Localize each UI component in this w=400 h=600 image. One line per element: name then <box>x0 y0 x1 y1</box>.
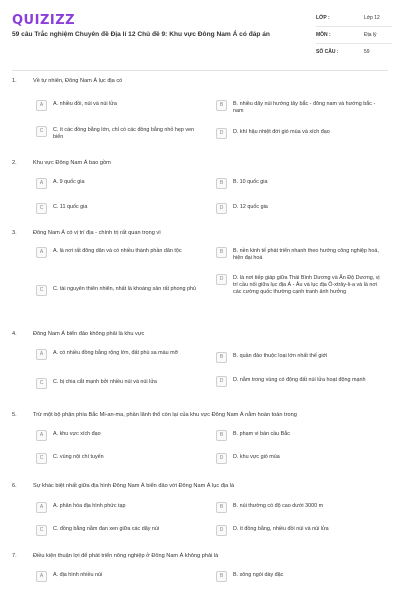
question-2 <box>0 160 400 230</box>
header-divider <box>12 70 388 71</box>
quizizz-logo: QUIZIZZ <box>12 13 76 28</box>
option-text: D. ít đồng bằng, nhiều đồi núi và núi lửa <box>233 526 329 532</box>
option-text: A. khu vực xích đạo <box>53 431 101 437</box>
question-5 <box>0 412 400 483</box>
question-text: Đông Nam Á có vị trí địa - chính trị rất quan trọng vì <box>33 230 161 236</box>
option-text: A. có nhiều đồng bằng rộng lớn, đất phù sa màu mỡ <box>53 350 179 356</box>
option-text: D. khí hậu nhiệt đới gió mùa và xích đạo <box>233 129 330 135</box>
question-3 <box>0 230 400 331</box>
option-text: C. bị chia cắt mạnh bởi nhiều núi và núi lửa <box>53 379 157 385</box>
question-number: 3. <box>12 230 17 236</box>
question-text: Trừ một bộ phận phía Bắc Mi-an-ma, phần lãnh thổ còn lại của khu vực Đông Nam Á nằm hoàn toàn trong <box>33 412 297 418</box>
worksheet-meta <box>316 10 392 61</box>
option-text: C. đồng bằng nằm đan xen giữa các dãy núi <box>53 526 160 532</box>
option-text: D. 12 quốc gia <box>233 204 268 210</box>
option-text: B. phạm vi bán cầu Bắc <box>233 431 290 437</box>
option-letter: D <box>216 453 227 464</box>
option-letter: D <box>216 274 227 285</box>
meta-count <box>316 44 392 61</box>
option-text: B. nền kinh tế phát triển nhanh theo hướng công nghiệp hoá, hiện đại hoá <box>233 248 379 261</box>
option-text: B. nhiều dãy núi hướng tây bắc - đông nam và hướng bắc - nam <box>233 101 376 114</box>
option-letter: C <box>36 126 47 137</box>
option-letter: A <box>36 571 47 582</box>
option-letter: B <box>216 571 227 582</box>
option-letter: C <box>36 203 47 214</box>
option-letter: A <box>36 430 47 441</box>
option-letter: C <box>36 285 47 296</box>
option-text: C. tài nguyên thiên nhiên, nhất là khoáng sản rất phong phú <box>53 286 196 292</box>
option-text: D. là nơi tiếp giáp giữa Thái Bình Dương và Ấn Độ Dương, vị trí cầu nối giữa lục địa Á - Âu và lục địa Ô-xtrây-li-a và là nơi các cường quốc thường cạnh tranh ảnh hưởng <box>233 275 380 295</box>
option-letter: A <box>36 100 47 111</box>
meta-class-value: Lớp 12 <box>364 15 380 21</box>
option-letter: B <box>216 178 227 189</box>
question-text: Về tự nhiên, Đông Nam Á lục địa có <box>33 78 123 84</box>
option-letter: A <box>36 178 47 189</box>
question-4 <box>0 331 400 412</box>
option-letter: B <box>216 247 227 258</box>
option-text: A. là nơi rất đông dân và có nhiều thành phần dân tộc <box>53 248 182 254</box>
meta-subject-value: Địa lý <box>364 32 377 38</box>
option-text: A. 9 quốc gia <box>53 179 85 185</box>
option-letter: C <box>36 453 47 464</box>
option-letter: C <box>36 378 47 389</box>
question-text: Điều kiện thuận lợi để phát triển nông nghiệp ở Đông Nam Á không phải là <box>33 553 219 559</box>
option-letter: B <box>216 430 227 441</box>
option-text: C. 11 quốc gia <box>53 204 88 210</box>
option-text: C. vùng nội chí tuyến <box>53 454 104 460</box>
question-6 <box>0 483 400 553</box>
meta-class-label: LỚP : <box>316 15 330 21</box>
question-1 <box>0 78 400 160</box>
question-number: 1. <box>12 78 17 84</box>
option-letter: D <box>216 203 227 214</box>
question-number: 4. <box>12 331 17 337</box>
meta-class <box>316 10 392 27</box>
question-text: Khu vực Đông Nam Á bao gồm <box>33 160 111 166</box>
option-text: B. núi thường có độ cao dưới 3000 m <box>233 503 324 509</box>
question-list <box>0 78 400 600</box>
option-text: B. 10 quốc gia <box>233 179 268 185</box>
question-number: 6. <box>12 483 17 489</box>
worksheet-header <box>0 0 400 66</box>
option-text: D. khu vực gió mùa <box>233 454 280 460</box>
option-letter: D <box>216 128 227 139</box>
option-text: A. nhiều đồi, núi và núi lửa <box>53 101 117 107</box>
option-letter: B <box>216 502 227 513</box>
meta-subject <box>316 27 392 44</box>
option-text: A. địa hình nhiều núi <box>53 572 103 578</box>
option-letter: C <box>36 525 47 536</box>
option-text: B. sông ngòi dày đặc <box>233 572 284 578</box>
option-letter: A <box>36 502 47 513</box>
option-text: D. nằm trong vùng có động đất núi lửa hoạt động mạnh <box>233 377 366 383</box>
option-letter: B <box>216 352 227 363</box>
option-letter: D <box>216 376 227 387</box>
question-text: Sự khác biệt nhất giữa địa hình Đông Nam Á biển đảo với Đông Nam Á lục địa là <box>33 483 235 489</box>
meta-count-label: SỐ CÂU : <box>316 49 339 55</box>
option-text: C. ít các đồng bằng lớn, chỉ có các đồng bằng nhỏ hẹp ven biển <box>53 127 195 140</box>
meta-subject-label: MÔN : <box>316 32 331 38</box>
meta-count-value: 59 <box>364 49 370 55</box>
question-text: Đông Nam Á biển đảo không phải là khu vực <box>33 331 145 337</box>
worksheet-title: 59 câu Trắc nghiệm Chuyên đề Địa lí 12 Chủ đề 9: Khu vực Đông Nam Á có đáp án <box>12 31 270 38</box>
option-letter: B <box>216 100 227 111</box>
option-letter: A <box>36 247 47 258</box>
option-letter: D <box>216 525 227 536</box>
question-number: 7. <box>12 553 17 559</box>
question-7 <box>0 553 400 600</box>
question-number: 2. <box>12 160 17 166</box>
option-letter: A <box>36 349 47 360</box>
option-text: B. quần đảo thuộc loại lớn nhất thế giới <box>233 353 328 359</box>
option-text: A. phân hóa địa hình phức tạp <box>53 503 126 509</box>
question-number: 5. <box>12 412 17 418</box>
